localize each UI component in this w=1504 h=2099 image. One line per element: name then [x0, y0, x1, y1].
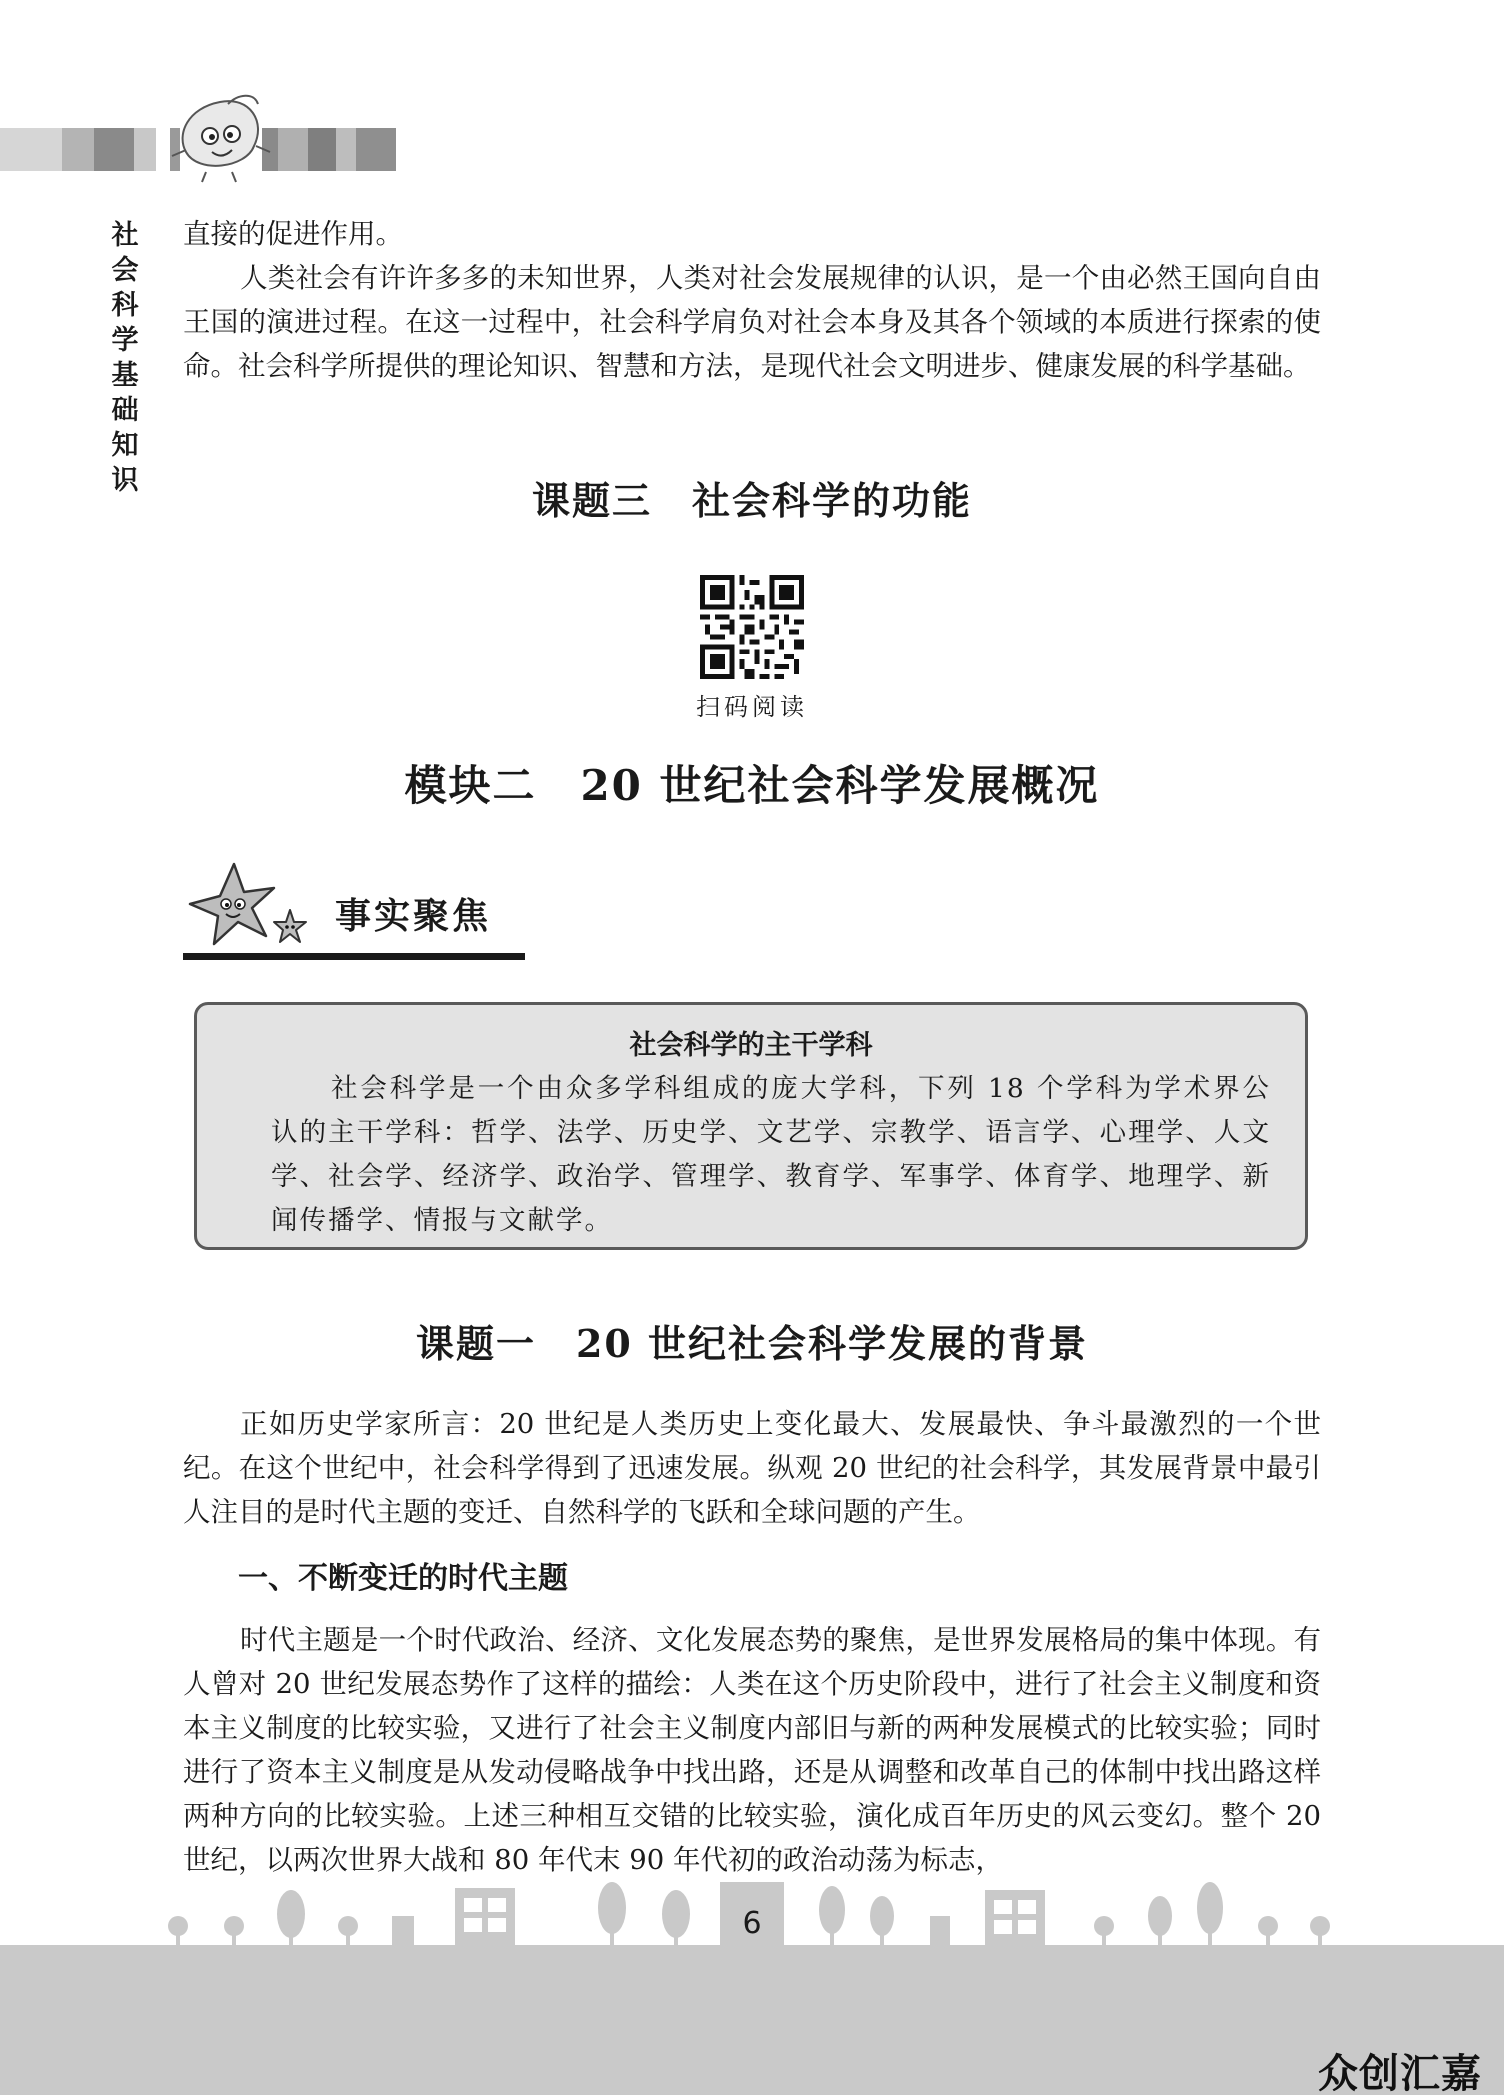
- info-box: [194, 1002, 1308, 1250]
- qr-caption: 扫码阅读: [696, 693, 808, 721]
- topic1-text: [183, 1402, 1321, 1534]
- watermark: 众创汇嘉: [1318, 2051, 1482, 2097]
- section1-text: [183, 1618, 1321, 1882]
- intro-paragraph: 人类社会有许许多多的未知世界，人类对社会发展规律的认识，是一个由必然王国向自由王国的演进过程。在这一过程中，社会科学肩负对社会本身及其各个领域的本质进行探索的使命。社会科学所提供的理论知识、智慧和方法，是现代社会文明进步、健康发展的科学基础。: [183, 262, 1321, 382]
- footer-band: [0, 1945, 1504, 2095]
- section1-paragraph: 时代主题是一个时代政治、经济、文化发展态势的聚焦，是世界发展格局的集中体现。有人曾对 20 世纪发展态势作了这样的描绘：人类在这个历史阶段中，进行了社会主义制度和资本主义制度的比较实验，又进行了社会主义制度内部旧与新的两种发展模式的比较实验；同时进行了资本主义制度是从发动侵略战争中找出路，还是从调整和改革自己的体制中找出路这样两种方向的比较实验。上述三种相互交错的比较实验，演化成百年历史的风云变幻。整个 20 世纪，以两次世界大战和 80 年代末 90 年代初的政治动荡为标志，: [183, 1624, 1321, 1876]
- starfish-mascot-icon: [182, 858, 322, 958]
- droplet-mascot-icon: [158, 94, 278, 184]
- module2-heading: 模块二 20 世纪社会科学发展概况: [404, 761, 1100, 810]
- topic1-paragraph: 正如历史学家所言：20 世纪是人类历史上变化最大、发展最快、争斗最激烈的一个世纪。在这个世纪中，社会科学得到了迅速发展。纵观 20 世纪的社会科学，其发展背景中最引人注目的是时代主题的变迁、自然科学的飞跃和全球问题的产生。: [183, 1408, 1321, 1528]
- info-box-body: 社会科学是一个由众多学科组成的庞大学科，下列 18 个学科为学术界公认的主干学科：哲学、法学、历史学、文艺学、宗教学、语言学、心理学、人文学、社会学、经济学、政治学、管理学、教育学、军事学、体育学、地理学、新闻传播学、情报与文献学。: [271, 1073, 1271, 1236]
- topic3-heading: 课题三 社会科学的功能: [531, 478, 972, 523]
- section1-heading: 一、不断变迁的时代主题: [238, 1561, 568, 1596]
- topic1-heading: 课题一 20 世纪社会科学发展的背景: [415, 1321, 1089, 1366]
- info-box-title: 社会科学的主干学科: [629, 1030, 873, 1061]
- side-label: 社 会 科 学 基 础 知 识: [111, 220, 139, 496]
- fact-focus-underline: [183, 953, 525, 960]
- fact-focus-title: 事实聚焦: [335, 896, 492, 937]
- qr-code-icon[interactable]: [700, 575, 804, 679]
- intro-text: [183, 212, 1321, 388]
- page-number: 6: [742, 1906, 762, 1941]
- intro-line: 直接的促进作用。: [183, 218, 403, 250]
